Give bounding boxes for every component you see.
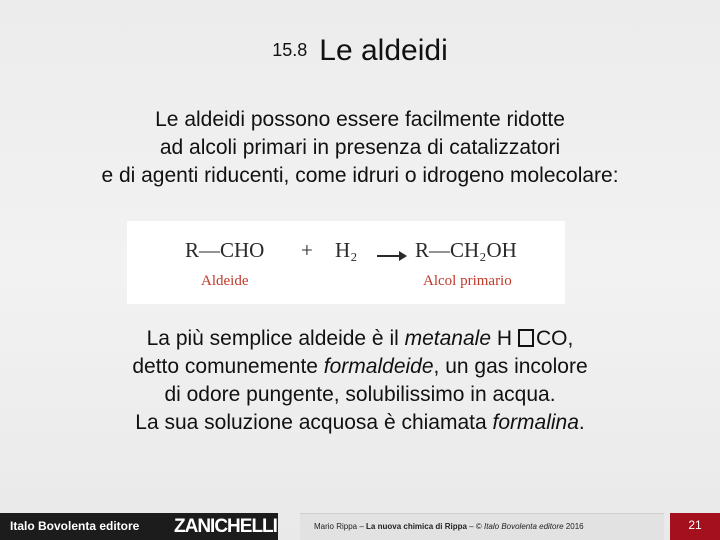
body-text: detto comunemente: [132, 355, 324, 378]
body-line: [20, 409, 700, 437]
body-text: La più semplice aldeide è il: [146, 327, 405, 350]
product-label: Alcol primario: [423, 273, 512, 289]
reaction-equation: [127, 221, 565, 304]
brand-logo: ZANICHELLI: [174, 516, 277, 537]
intro-paragraph: [20, 106, 700, 190]
term-metanale: metanale: [404, 327, 492, 350]
slide-title: [0, 34, 720, 68]
term-formaldeide: formaldeide: [323, 355, 434, 378]
missing-glyph-icon: [518, 329, 534, 347]
page-number: 21: [688, 518, 702, 532]
publisher-name: Italo Bovolenta editore: [10, 519, 140, 533]
reagent-formula: H₂: [335, 238, 358, 262]
body-line: di odore pungente, solubilissimo in acqua.: [164, 383, 556, 406]
reactant-formula: R—CHO: [185, 238, 265, 262]
body-text: La sua soluzione acquosa è chiamata: [135, 411, 493, 434]
body-text: , un gas incolore: [433, 355, 588, 378]
page-title: Le aldeidi: [319, 34, 448, 67]
body-text: .: [578, 411, 585, 434]
intro-line: Le aldeidi possono essere facilmente ridotte: [155, 108, 565, 131]
section-number: 15.8: [272, 40, 308, 60]
body-paragraph: [20, 325, 700, 437]
credit-block: [300, 513, 664, 540]
product-formula: R—CH₂OH: [415, 238, 517, 262]
body-line: [20, 325, 700, 353]
formula-text: CO,: [536, 327, 574, 350]
credit-line: Mario Rippa – La nuova chimica di Rippa – © Italo Bovolenta editore 2016: [314, 522, 584, 531]
page-number-block: [670, 513, 720, 540]
term-formalina: formalina: [492, 411, 579, 434]
reaction-arrow-icon: [377, 251, 407, 261]
body-line: [20, 353, 700, 381]
intro-line: ad alcoli primari in presenza di catalizzatori: [159, 136, 561, 159]
intro-line: e di agenti riducenti, come idruri o idrogeno molecolare:: [101, 164, 619, 187]
footer-bar: [0, 513, 720, 540]
publisher-block: [0, 513, 278, 540]
reactant-label: Aldeide: [201, 273, 249, 289]
plus-sign: +: [301, 238, 313, 262]
formula-text: H: [491, 327, 513, 350]
